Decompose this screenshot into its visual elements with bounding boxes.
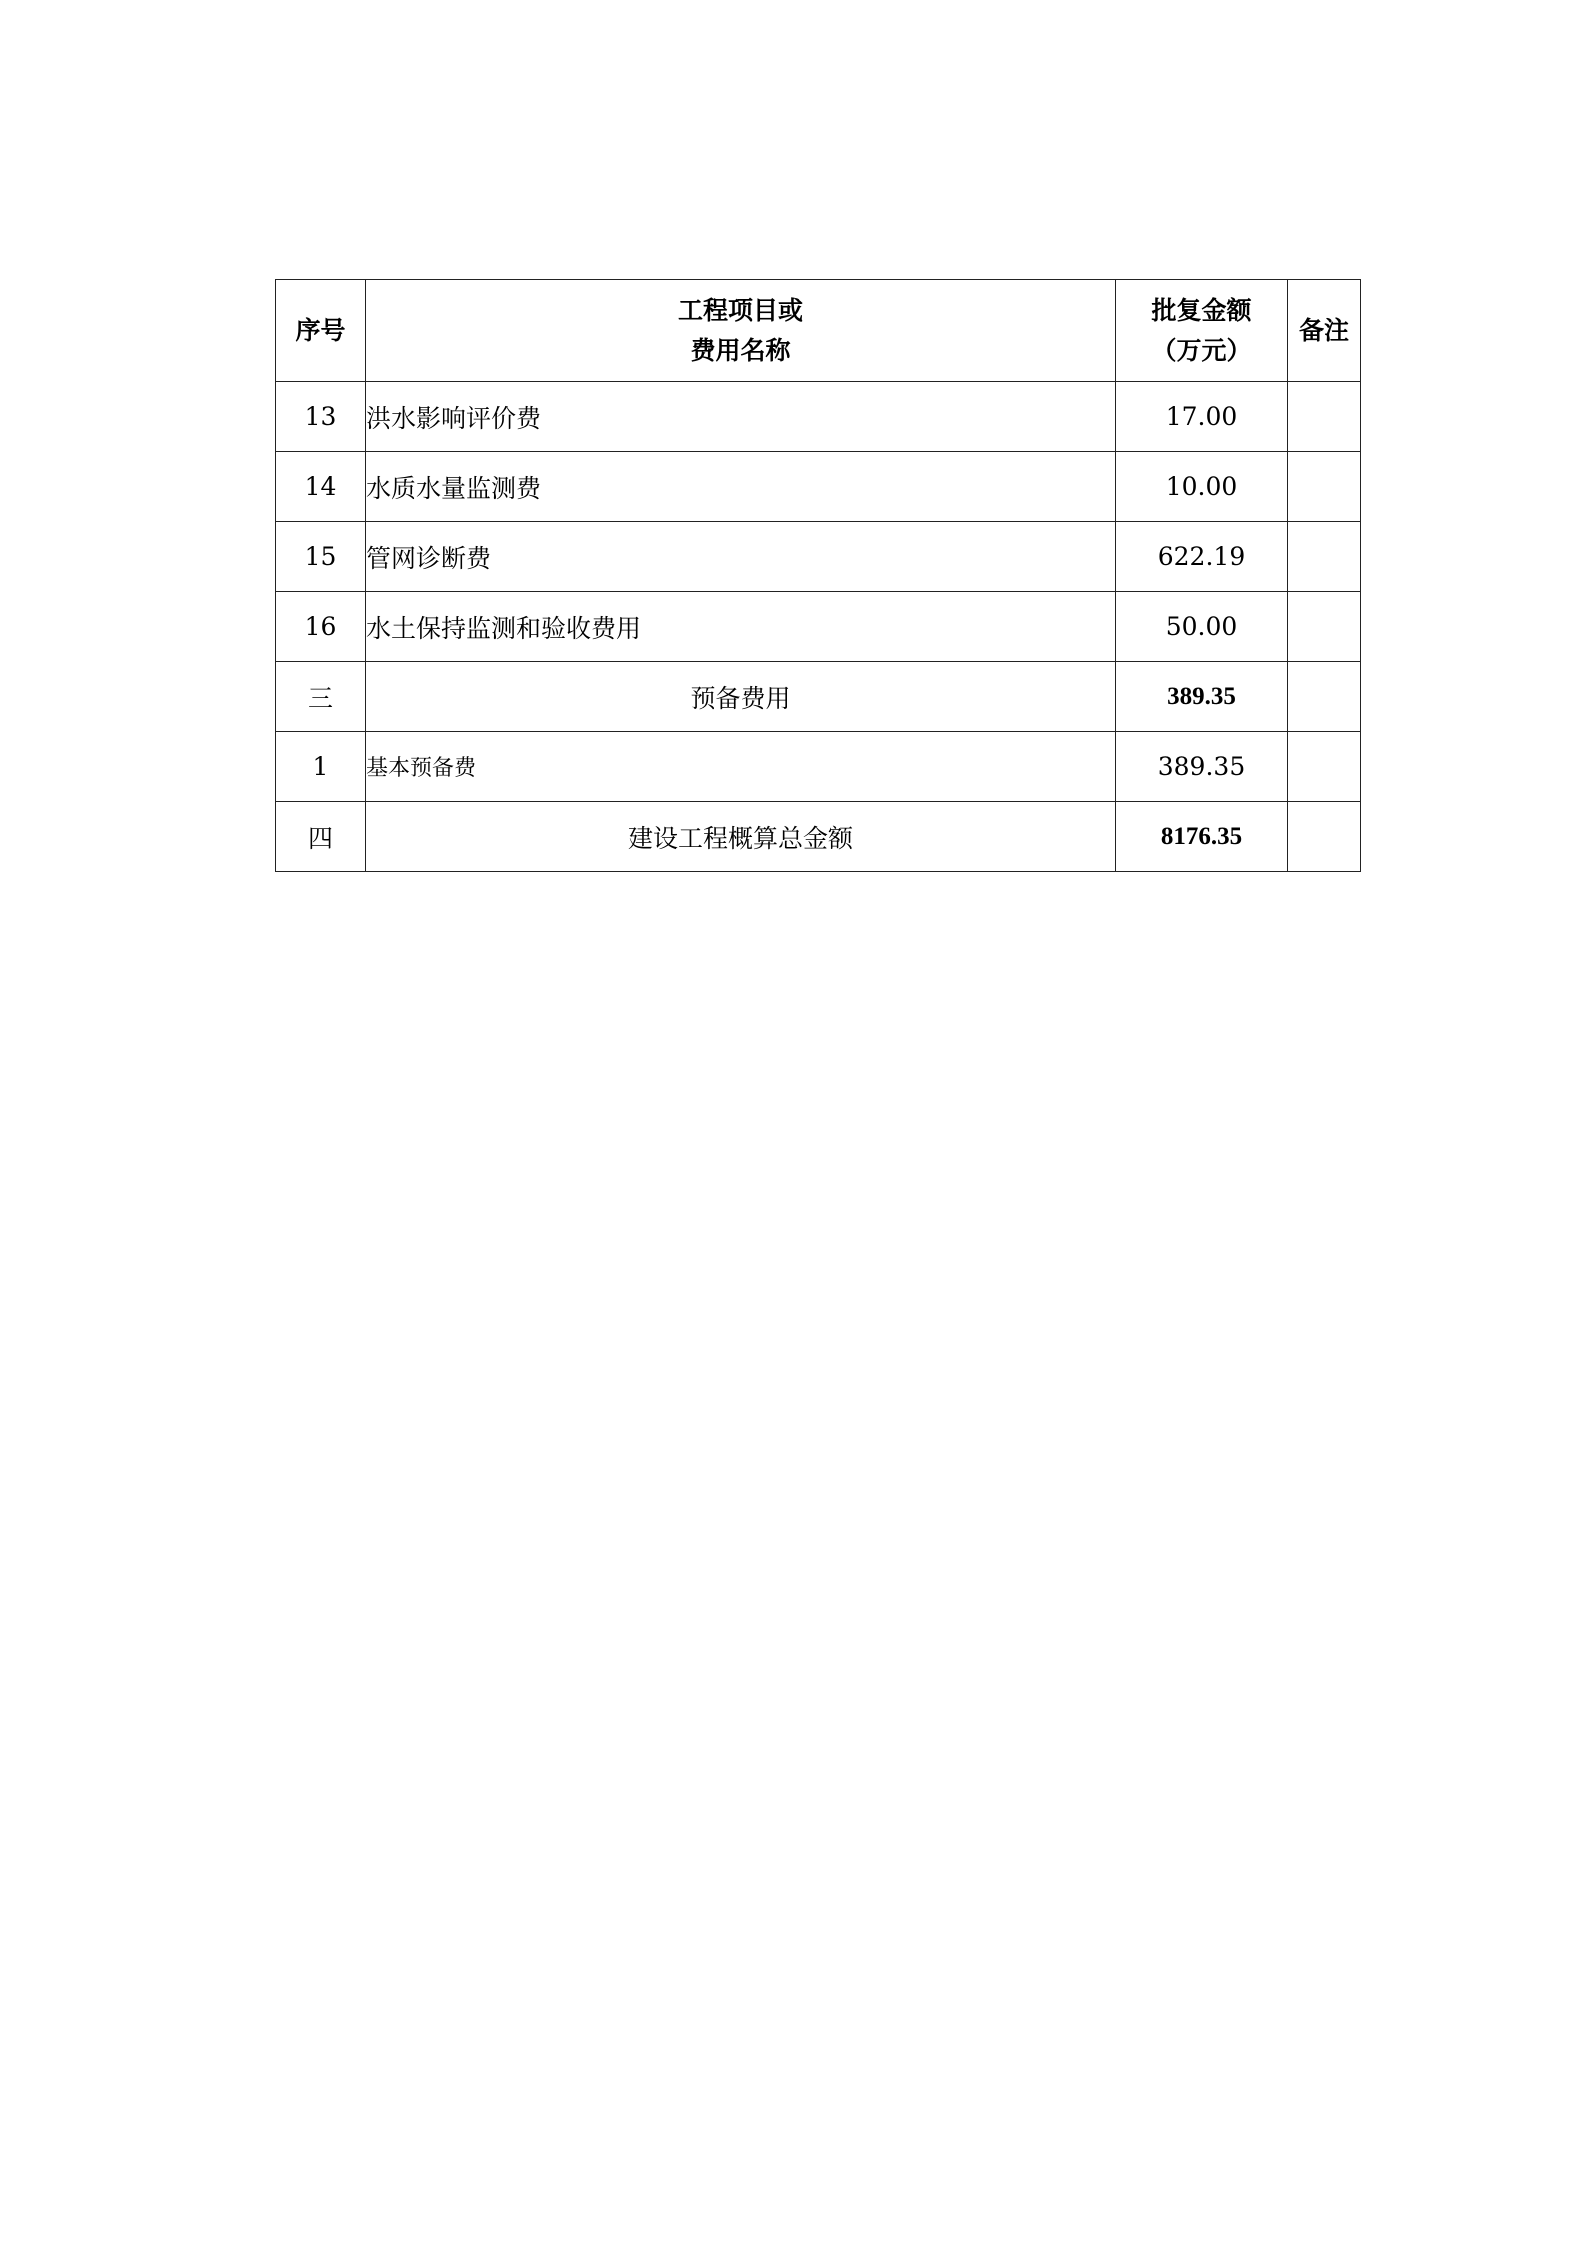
row-no: 14 (276, 452, 366, 522)
row-name: 预备费用 (366, 662, 1116, 732)
row-no: 三 (276, 662, 366, 732)
row-note (1288, 802, 1361, 872)
row-note (1288, 662, 1361, 732)
row-name: 洪水影响评价费 (366, 382, 1116, 452)
table-header-row (276, 280, 1361, 382)
row-no: 15 (276, 522, 366, 592)
table-row (276, 382, 1361, 452)
row-name: 建设工程概算总金额 (366, 802, 1116, 872)
header-name-line2: 费用名称 (690, 335, 791, 365)
table-row-total (276, 802, 1361, 872)
row-note (1288, 592, 1361, 662)
row-amount: 17.00 (1116, 382, 1288, 452)
row-note (1288, 522, 1361, 592)
row-note (1288, 382, 1361, 452)
table-row (276, 452, 1361, 522)
row-no: 13 (276, 382, 366, 452)
table-row-section (276, 662, 1361, 732)
row-name: 管网诊断费 (366, 522, 1116, 592)
header-name (366, 280, 1116, 382)
row-amount: 8176.35 (1116, 802, 1288, 872)
row-note (1288, 732, 1361, 802)
header-no: 序号 (276, 280, 366, 382)
header-amount-line2: （万元） (1151, 335, 1252, 365)
row-name: 基本预备费 (366, 732, 1116, 802)
table-row (276, 592, 1361, 662)
budget-table (275, 279, 1361, 872)
row-no: 1 (276, 732, 366, 802)
row-name: 水质水量监测费 (366, 452, 1116, 522)
row-amount: 389.35 (1116, 732, 1288, 802)
header-name-line1: 工程项目或 (677, 295, 803, 325)
row-note (1288, 452, 1361, 522)
row-amount: 50.00 (1116, 592, 1288, 662)
row-amount: 10.00 (1116, 452, 1288, 522)
row-no: 16 (276, 592, 366, 662)
row-name: 水土保持监测和验收费用 (366, 592, 1116, 662)
row-amount: 389.35 (1116, 662, 1288, 732)
header-amount-line1: 批复金额 (1151, 295, 1252, 325)
header-amount (1116, 280, 1288, 382)
table-row (276, 732, 1361, 802)
table-row (276, 522, 1361, 592)
header-note: 备注 (1288, 280, 1361, 382)
row-no: 四 (276, 802, 366, 872)
row-amount: 622.19 (1116, 522, 1288, 592)
